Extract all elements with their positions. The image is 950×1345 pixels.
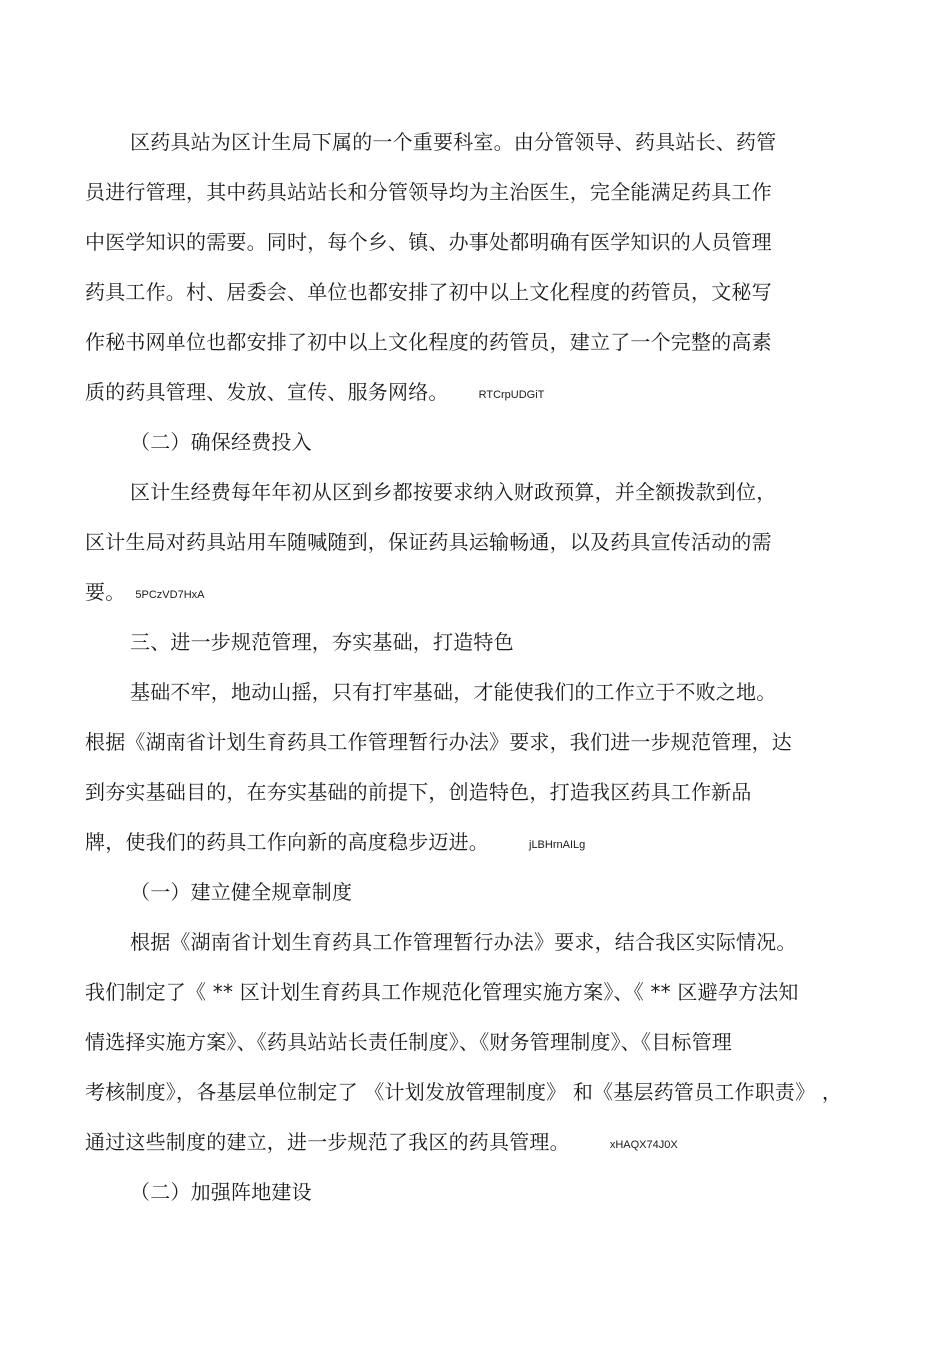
doc-code-tag: xHAQX74J0X	[609, 1139, 678, 1151]
body-line: 要。 5PCzVD7HxA	[85, 580, 205, 604]
body-line: 考核制度》，各基层单位制定了 《计划发放管理制度》 和《基层药管员工作职责》 ，	[85, 1080, 843, 1104]
body-line: 根据《湖南省计划生育药具工作管理暂行办法》要求，我们进一步规范管理，达	[85, 730, 792, 754]
body-line: 区药具站为区计生局下属的一个重要科室。由分管领导、药具站长、药管	[130, 130, 777, 154]
section-heading: （二）确保经费投入	[130, 430, 312, 454]
body-line: 到夯实基础目的，在夯实基础的前提下，创造特色，打造我区药具工作新品	[85, 780, 752, 804]
section-heading: （一）建立健全规章制度	[130, 880, 353, 904]
body-line: 药具工作。村、居委会、单位也都安排了初中以上文化程度的药管员，文秘写	[85, 280, 772, 304]
body-line: 中医学知识的需要。同时，每个乡、镇、办事处都明确有医学知识的人员管理	[85, 230, 772, 254]
body-line: 区计生局对药具站用车随喊随到，保证药具运输畅通，以及药具宣传活动的需	[85, 530, 772, 554]
section-heading: （二）加强阵地建设	[130, 1180, 312, 1204]
body-line: 质的药具管理、发放、宣传、服务网络。 RTCrpUDGiT	[85, 380, 545, 404]
body-line: 区计生经费每年年初从区到乡都按要求纳入财政预算，并全额拨款到位，	[130, 480, 777, 504]
body-line: 通过这些制度的建立，进一步规范了我区的药具管理。 xHAQX74J0X	[85, 1130, 678, 1154]
doc-code-tag: 5PCzVD7HxA	[135, 589, 205, 601]
body-line: 基础不牢，地动山摇，只有打牢基础，才能使我们的工作立于不败之地。	[130, 680, 777, 704]
doc-code-tag: jLBHrnAILg	[529, 839, 586, 851]
body-line: 根据《湖南省计划生育药具工作管理暂行办法》要求，结合我区实际情况。	[130, 930, 797, 954]
doc-code-tag: RTCrpUDGiT	[478, 389, 545, 401]
body-line: 员进行管理，其中药具站站长和分管领导均为主治医生，完全能满足药具工作	[85, 180, 772, 204]
body-line: 作秘书网单位也都安排了初中以上文化程度的药管员，建立了一个完整的高素	[85, 330, 772, 354]
section-heading: 三、进一步规范管理，夯实基础，打造特色	[130, 630, 514, 654]
body-line: 我们制定了《 ** 区计划生育药具工作规范化管理实施方案》、《 ** 区避孕方法知	[85, 980, 799, 1004]
body-line: 牌，使我们的药具工作向新的高度稳步迈进。 jLBHrnAILg	[85, 830, 586, 854]
body-line: 情选择实施方案》、《药具站站长责任制度》、《财务管理制度》、《目标管理	[85, 1030, 732, 1054]
